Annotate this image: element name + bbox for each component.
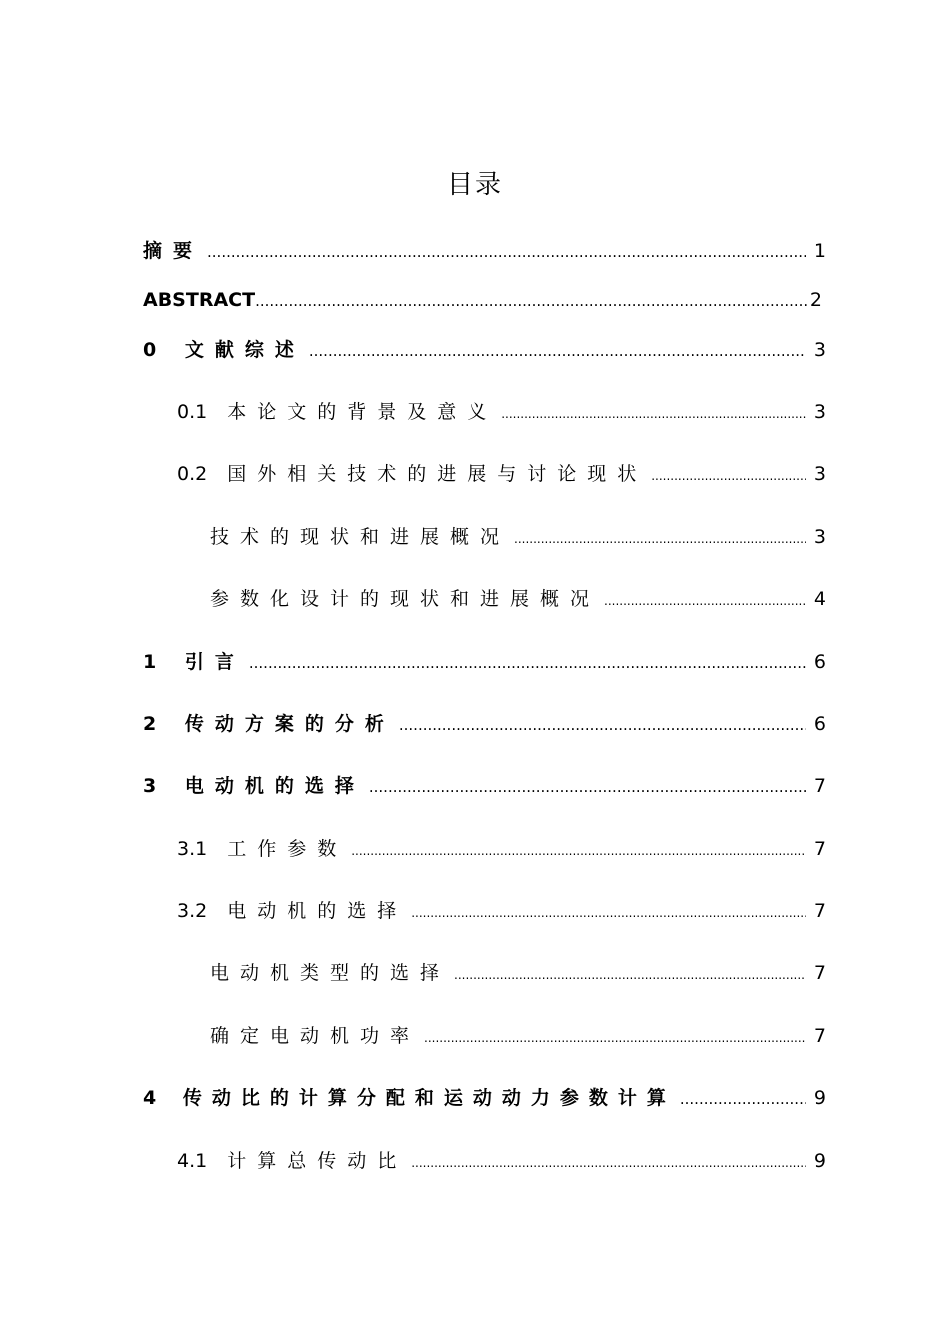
toc-dot-leader	[249, 650, 806, 676]
toc-entry-heading	[143, 649, 245, 675]
toc-page-number: 1	[813, 240, 826, 262]
toc-dot-leader	[351, 838, 806, 864]
toc-entry-heading	[143, 1085, 676, 1111]
toc-entry-text: 电动机的选择	[184, 775, 365, 797]
toc-page-number: 2	[809, 289, 822, 311]
toc-page-number: 7	[813, 900, 826, 922]
toc-entry-section-3-2[interactable]	[177, 898, 826, 924]
toc-page-number: 6	[813, 713, 826, 735]
toc-dot-leader	[604, 588, 806, 614]
toc-entry-number: 3.2	[177, 900, 208, 922]
toc-dot-leader	[309, 338, 806, 364]
toc-entry-subsection-parametric-design[interactable]	[210, 586, 826, 612]
toc-entry-text: 本论文的背景及意义	[227, 401, 498, 423]
toc-entry-text: 电动机类型的选择	[210, 962, 451, 984]
toc-entry-chapter-3[interactable]	[143, 773, 826, 799]
toc-page-number: 3	[813, 463, 826, 485]
toc-entry-text: 计算总传动比	[227, 1150, 408, 1172]
toc-entry-chapter-4[interactable]	[143, 1085, 826, 1111]
toc-entry-subsection-motor-type[interactable]	[210, 960, 826, 986]
toc-entry-text: ABSTRACT	[143, 289, 256, 311]
toc-entry-subsection-motor-power[interactable]	[210, 1023, 826, 1049]
toc-entry-heading	[143, 711, 395, 737]
toc-entry-heading	[177, 898, 407, 924]
toc-entry-text: 引言	[184, 651, 245, 673]
toc-dot-leader	[501, 401, 806, 427]
toc-entry-text: 国外相关技术的进展与讨论现状	[227, 463, 648, 485]
toc-dot-leader	[411, 900, 806, 926]
toc-page-number: 4	[813, 588, 826, 610]
toc-entry-heading	[143, 337, 305, 363]
toc-entry-text: 确定电动机功率	[210, 1025, 421, 1047]
toc-page-number: 7	[813, 1025, 826, 1047]
toc-entry-section-4-1[interactable]	[177, 1148, 826, 1174]
toc-dot-leader	[399, 712, 806, 738]
toc-dot-leader	[514, 526, 806, 552]
toc-dot-leader	[454, 962, 806, 988]
toc-dot-leader	[369, 774, 806, 800]
toc-entry-text: 参数化设计的现状和进展概况	[210, 588, 601, 610]
toc-page-number: 9	[813, 1087, 826, 1109]
toc-entry-heading	[177, 836, 347, 862]
toc-entry-heading	[177, 399, 497, 425]
toc-dot-leader	[424, 1025, 806, 1051]
toc-entry-text: 传动方案的分析	[184, 713, 395, 735]
toc-entry-section-3-1[interactable]	[177, 836, 826, 862]
toc-entry-chapter-2[interactable]	[143, 711, 826, 737]
toc-entry-number: 4.1	[177, 1150, 208, 1172]
toc-entry-subsection-tech-status[interactable]	[210, 524, 826, 550]
toc-entry-number: 2	[143, 713, 168, 735]
toc-entry-text: 工作参数	[227, 838, 348, 860]
toc-entry-chapter-1[interactable]	[143, 649, 826, 675]
toc-entry-heading	[177, 1148, 407, 1174]
toc-entry-number: 3	[143, 775, 168, 797]
toc-page-number: 7	[813, 775, 826, 797]
toc-entry-section-0-2[interactable]	[177, 461, 826, 487]
toc-page-number: 7	[813, 962, 826, 984]
toc-entry-text: 摘要	[143, 240, 204, 262]
toc-entry-number: 0.2	[177, 463, 208, 485]
toc-page-number: 6	[813, 651, 826, 673]
toc-page-number: 3	[813, 526, 826, 548]
toc-entry-text: 传动比的计算分配和运动动力参数计算	[182, 1087, 676, 1109]
toc-dot-leader	[207, 239, 806, 265]
toc-entry-text: 技术的现状和进展概况	[210, 526, 511, 548]
toc-entry-chapter-0[interactable]	[143, 337, 826, 363]
toc-entry-text: 文献综述	[184, 339, 305, 361]
toc-page-number: 7	[813, 838, 826, 860]
toc-page-number: 3	[813, 401, 826, 423]
toc-entry-number: 1	[143, 651, 168, 673]
toc-entry-abstract-en[interactable]	[143, 287, 822, 313]
toc-dot-leader	[255, 288, 808, 314]
toc-entry-number: 3.1	[177, 838, 208, 860]
toc-entry-text: 电动机的选择	[227, 900, 408, 922]
toc-dot-leader	[411, 1150, 806, 1176]
toc-entry-number: 0.1	[177, 401, 208, 423]
toc-dot-leader	[680, 1086, 806, 1112]
toc-entry-number: 4	[143, 1087, 167, 1109]
toc-entry-section-0-1[interactable]	[177, 399, 826, 425]
toc-page-number: 9	[813, 1150, 826, 1172]
toc-entry-heading	[177, 461, 647, 487]
toc-entry-heading	[143, 773, 365, 799]
toc-entry-number: 0	[143, 339, 168, 361]
toc-dot-leader	[651, 463, 806, 489]
toc-page-number: 3	[813, 339, 826, 361]
toc-entry-abstract-cn[interactable]	[143, 238, 826, 264]
page-title: 目录	[446, 170, 503, 200]
